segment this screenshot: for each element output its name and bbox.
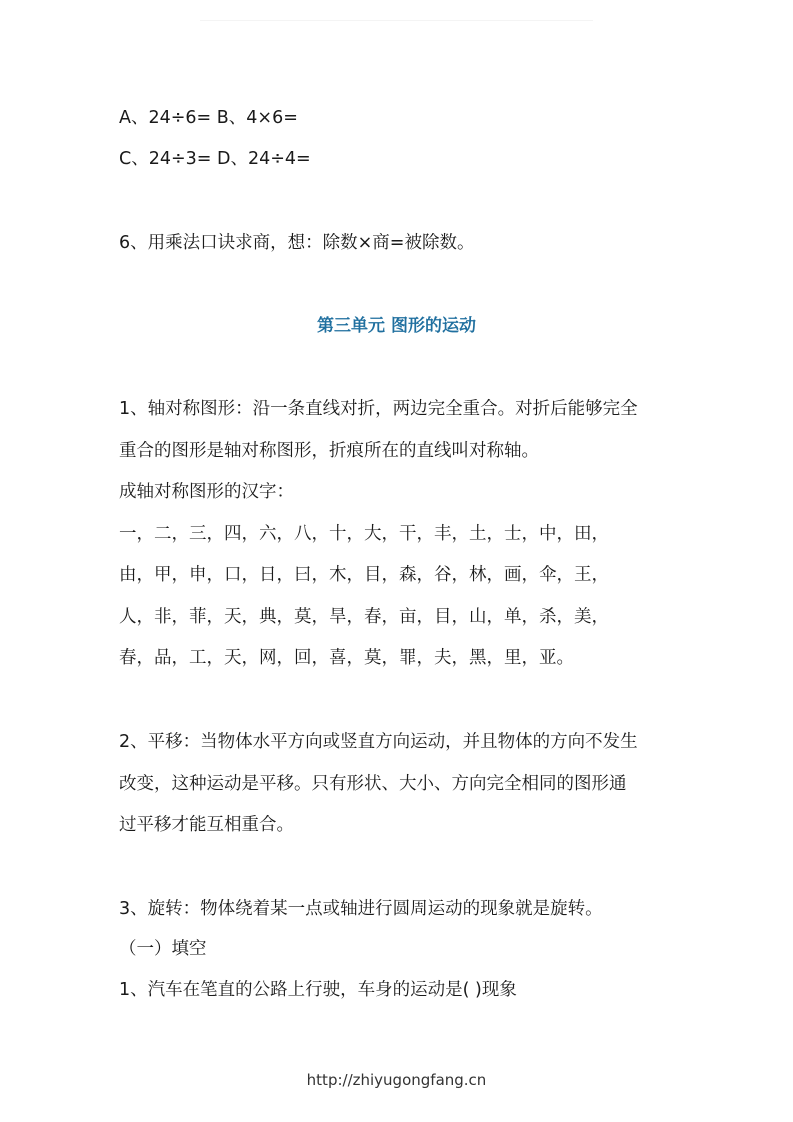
footer-url: http://zhiyugongfang.cn <box>306 1071 487 1089</box>
text-line-3: 6、用乘法口诀求商，想：除数×商=被除数。 <box>119 233 475 253</box>
text-line-16: 1、汽车在笔直的公路上行驶，车身的运动是( )现象 <box>119 980 517 1000</box>
section-title: 第三单元 图形的运动 <box>317 316 476 336</box>
header-rule <box>200 20 593 21</box>
text-line-8: 由，甲，申，口，日，曰，木，目，森，谷，林，画，伞，王， <box>119 565 609 585</box>
text-line-6: 成轴对称图形的汉字： <box>119 482 294 502</box>
text-line-12: 改变，这种运动是平移。只有形状、大小、方向完全相同的图形通 <box>119 774 627 794</box>
text-line-9: 人，非，菲，天，典，莫，旱，春，亩，目，山，单，杀，美， <box>119 607 609 627</box>
text-line-5: 重合的图形是轴对称图形，折痕所在的直线叫对称轴。 <box>119 441 539 461</box>
text-line-1: A、24÷6= B、4×6= <box>119 108 298 128</box>
text-line-7: 一，二，三，四，六，八，十，大，干，丰，土，士，中，田， <box>119 524 609 544</box>
text-line-13: 过平移才能互相重合。 <box>119 815 294 835</box>
text-line-4: 1、轴对称图形：沿一条直线对折，两边完全重合。对折后能够完全 <box>119 399 638 419</box>
text-line-10: 春，品，工，天，网，回，喜，莫，罪，夫，黑，里，亚。 <box>119 648 574 668</box>
text-line-2: C、24÷3= D、24÷4= <box>119 149 311 169</box>
text-line-14: 3、旋转：物体绕着某一点或轴进行圆周运动的现象就是旋转。 <box>119 899 603 919</box>
text-line-11: 2、平移：当物体水平方向或竖直方向运动，并且物体的方向不发生 <box>119 732 638 752</box>
text-line-15: （一）填空 <box>119 939 207 959</box>
